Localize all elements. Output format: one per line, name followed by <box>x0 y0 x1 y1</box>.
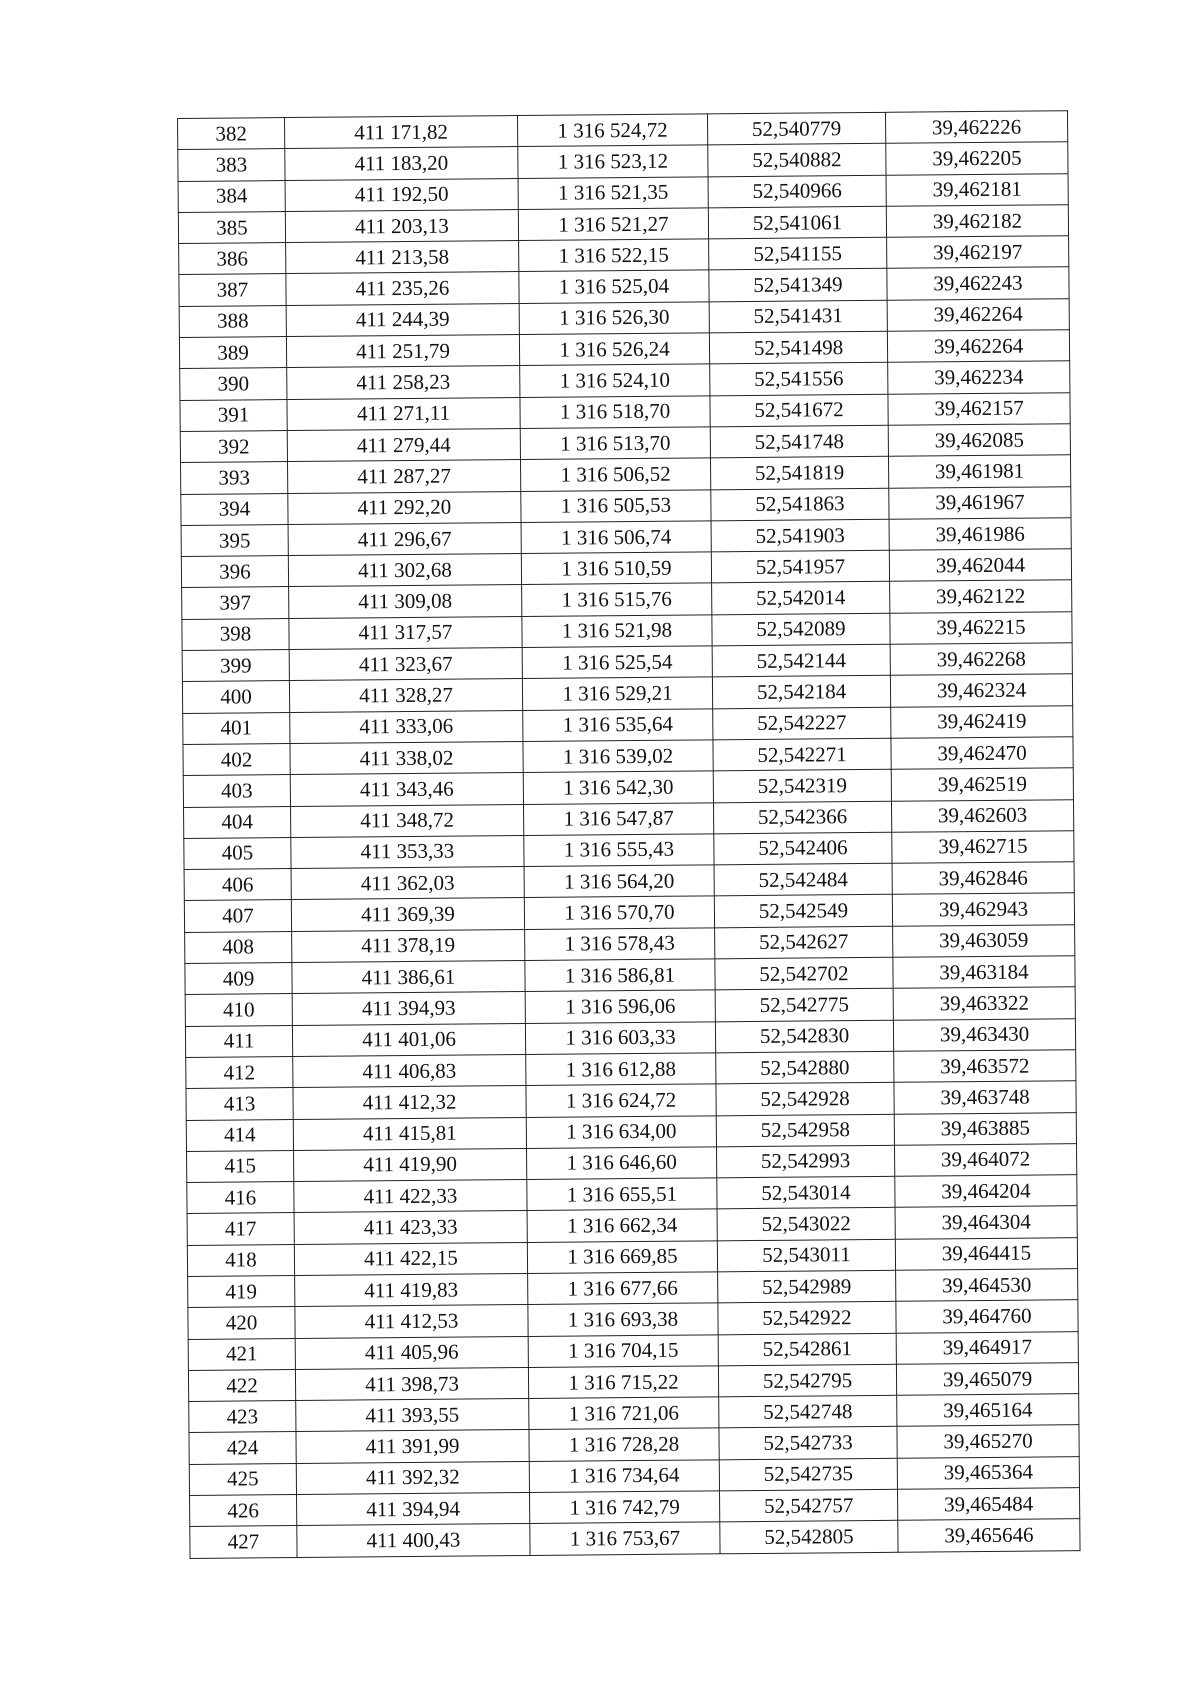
longitude-cell: 39,462846 <box>892 862 1074 895</box>
x-coordinate-cell: 411 235,26 <box>286 272 519 305</box>
y-coordinate-cell: 1 316 522,15 <box>519 239 709 272</box>
longitude-cell: 39,462519 <box>891 768 1073 801</box>
y-coordinate-cell: 1 316 521,35 <box>518 176 708 209</box>
latitude-cell: 52,542861 <box>718 1333 896 1366</box>
x-coordinate-cell: 411 279,44 <box>287 428 520 461</box>
y-coordinate-cell: 1 316 662,34 <box>527 1209 717 1242</box>
y-coordinate-cell: 1 316 596,06 <box>525 990 715 1023</box>
x-coordinate-cell: 411 378,19 <box>292 929 525 962</box>
y-coordinate-cell: 1 316 506,74 <box>521 521 711 554</box>
point-number-cell: 399 <box>182 650 289 682</box>
y-coordinate-cell: 1 316 677,66 <box>528 1272 718 1305</box>
latitude-cell: 52,542958 <box>716 1114 894 1147</box>
latitude-cell: 52,541819 <box>710 457 888 490</box>
latitude-cell: 52,543011 <box>717 1239 895 1272</box>
latitude-cell: 52,541498 <box>709 331 887 364</box>
x-coordinate-cell: 411 393,55 <box>296 1399 529 1432</box>
point-number-cell: 405 <box>184 837 291 869</box>
longitude-cell: 39,463430 <box>893 1018 1075 1051</box>
x-coordinate-cell: 411 419,90 <box>294 1148 527 1181</box>
longitude-cell: 39,465079 <box>896 1363 1078 1396</box>
x-coordinate-cell: 411 333,06 <box>290 710 523 743</box>
latitude-cell: 52,542184 <box>712 676 890 709</box>
y-coordinate-cell: 1 316 704,15 <box>528 1334 718 1367</box>
x-coordinate-cell: 411 401,06 <box>292 1023 525 1056</box>
longitude-cell: 39,464760 <box>896 1300 1078 1333</box>
x-coordinate-cell: 411 287,27 <box>288 460 521 493</box>
y-coordinate-cell: 1 316 655,51 <box>527 1178 717 1211</box>
longitude-cell: 39,464415 <box>895 1237 1077 1270</box>
latitude-cell: 52,542366 <box>713 801 891 834</box>
y-coordinate-cell: 1 316 510,59 <box>521 552 711 585</box>
latitude-cell: 52,542928 <box>716 1082 894 1115</box>
x-coordinate-cell: 411 183,20 <box>285 147 518 180</box>
longitude-cell: 39,462715 <box>892 831 1074 864</box>
latitude-cell: 52,542922 <box>718 1302 896 1335</box>
longitude-cell: 39,462268 <box>890 643 1072 676</box>
point-number-cell: 385 <box>178 211 285 243</box>
point-number-cell: 407 <box>184 900 291 932</box>
latitude-cell: 52,542805 <box>720 1521 898 1554</box>
x-coordinate-cell: 411 419,83 <box>295 1273 528 1306</box>
x-coordinate-cell: 411 338,02 <box>290 741 523 774</box>
y-coordinate-cell: 1 316 564,20 <box>524 865 714 898</box>
y-coordinate-cell: 1 316 525,04 <box>519 270 709 303</box>
latitude-cell: 52,541061 <box>708 206 886 239</box>
point-number-cell: 382 <box>178 118 285 150</box>
x-coordinate-cell: 411 323,67 <box>289 648 522 681</box>
point-number-cell: 383 <box>178 149 285 181</box>
longitude-cell: 39,465270 <box>897 1425 1079 1458</box>
x-coordinate-cell: 411 309,08 <box>289 585 522 618</box>
x-coordinate-cell: 411 362,03 <box>291 867 524 900</box>
x-coordinate-cell: 411 394,94 <box>297 1493 530 1526</box>
point-number-cell: 418 <box>187 1244 294 1276</box>
longitude-cell: 39,462122 <box>890 580 1072 613</box>
latitude-cell: 52,542748 <box>719 1395 897 1428</box>
longitude-cell: 39,462205 <box>886 142 1068 175</box>
point-number-cell: 422 <box>188 1369 295 1401</box>
x-coordinate-cell: 411 391,99 <box>296 1430 529 1463</box>
longitude-cell: 39,463322 <box>893 987 1075 1020</box>
latitude-cell: 52,543022 <box>717 1208 895 1241</box>
y-coordinate-cell: 1 316 526,24 <box>519 333 709 366</box>
x-coordinate-cell: 411 392,32 <box>296 1461 529 1494</box>
point-number-cell: 414 <box>186 1119 293 1151</box>
point-number-cell: 395 <box>181 524 288 556</box>
longitude-cell: 39,465164 <box>897 1394 1079 1427</box>
point-number-cell: 423 <box>189 1401 296 1433</box>
point-number-cell: 400 <box>182 681 289 713</box>
x-coordinate-cell: 411 353,33 <box>291 835 524 868</box>
longitude-cell: 39,464304 <box>895 1206 1077 1239</box>
x-coordinate-cell: 411 369,39 <box>291 898 524 931</box>
latitude-cell: 52,542993 <box>716 1145 894 1178</box>
x-coordinate-cell: 411 398,73 <box>295 1367 528 1400</box>
x-coordinate-cell: 411 423,33 <box>294 1211 527 1244</box>
latitude-cell: 52,540779 <box>707 112 885 145</box>
x-coordinate-cell: 411 192,50 <box>285 178 518 211</box>
latitude-cell: 52,542757 <box>720 1489 898 1522</box>
point-number-cell: 402 <box>183 743 290 775</box>
x-coordinate-cell: 411 296,67 <box>288 522 521 555</box>
point-number-cell: 420 <box>188 1307 295 1339</box>
x-coordinate-cell: 411 406,83 <box>293 1054 526 1087</box>
x-coordinate-cell: 411 302,68 <box>288 554 521 587</box>
y-coordinate-cell: 1 316 525,54 <box>522 646 712 679</box>
point-number-cell: 390 <box>180 368 287 400</box>
longitude-cell: 39,465646 <box>898 1519 1080 1552</box>
x-coordinate-cell: 411 422,33 <box>294 1180 527 1213</box>
latitude-cell: 52,542830 <box>715 1020 893 1053</box>
longitude-cell: 39,463184 <box>893 956 1075 989</box>
y-coordinate-cell: 1 316 603,33 <box>525 1021 715 1054</box>
y-coordinate-cell: 1 316 742,79 <box>530 1491 720 1524</box>
longitude-cell: 39,462085 <box>888 424 1070 457</box>
latitude-cell: 52,540966 <box>708 175 886 208</box>
point-number-cell: 413 <box>186 1088 293 1120</box>
point-number-cell: 389 <box>179 337 286 369</box>
longitude-cell: 39,461967 <box>889 486 1071 519</box>
latitude-cell: 52,541672 <box>710 394 888 427</box>
point-number-cell: 421 <box>188 1338 295 1370</box>
y-coordinate-cell: 1 316 669,85 <box>527 1241 717 1274</box>
point-number-cell: 424 <box>189 1432 296 1464</box>
latitude-cell: 52,542733 <box>719 1427 897 1460</box>
point-number-cell: 409 <box>185 963 292 995</box>
longitude-cell: 39,462603 <box>891 799 1073 832</box>
latitude-cell: 52,542702 <box>715 957 893 990</box>
longitude-cell: 39,461981 <box>888 455 1070 488</box>
point-number-cell: 419 <box>188 1276 295 1308</box>
y-coordinate-cell: 1 316 535,64 <box>523 708 713 741</box>
x-coordinate-cell: 411 405,96 <box>295 1336 528 1369</box>
latitude-cell: 52,542484 <box>714 863 892 896</box>
y-coordinate-cell: 1 316 624,72 <box>526 1084 716 1117</box>
y-coordinate-cell: 1 316 523,12 <box>518 145 708 178</box>
latitude-cell: 52,541556 <box>710 363 888 396</box>
x-coordinate-cell: 411 271,11 <box>287 397 520 430</box>
y-coordinate-cell: 1 316 524,72 <box>517 114 707 147</box>
latitude-cell: 52,542735 <box>719 1458 897 1491</box>
x-coordinate-cell: 411 292,20 <box>288 491 521 524</box>
longitude-cell: 39,462197 <box>887 236 1069 269</box>
y-coordinate-cell: 1 316 542,30 <box>523 771 713 804</box>
point-number-cell: 397 <box>182 587 289 619</box>
latitude-cell: 52,542227 <box>713 707 891 740</box>
latitude-cell: 52,541155 <box>709 237 887 270</box>
point-number-cell: 416 <box>187 1182 294 1214</box>
longitude-cell: 39,462264 <box>887 330 1069 363</box>
longitude-cell: 39,462044 <box>889 549 1071 582</box>
x-coordinate-cell: 411 415,81 <box>293 1117 526 1150</box>
latitude-cell: 52,540882 <box>708 144 886 177</box>
longitude-cell: 39,462264 <box>887 299 1069 332</box>
y-coordinate-cell: 1 316 734,64 <box>529 1460 719 1493</box>
x-coordinate-cell: 411 386,61 <box>292 961 525 994</box>
y-coordinate-cell: 1 316 524,10 <box>520 364 710 397</box>
y-coordinate-cell: 1 316 578,43 <box>525 928 715 961</box>
latitude-cell: 52,542319 <box>713 770 891 803</box>
point-number-cell: 401 <box>183 712 290 744</box>
longitude-cell: 39,464072 <box>894 1143 1076 1176</box>
point-number-cell: 412 <box>186 1056 293 1088</box>
y-coordinate-cell: 1 316 513,70 <box>520 427 710 460</box>
y-coordinate-cell: 1 316 526,30 <box>519 302 709 335</box>
point-number-cell: 404 <box>184 806 291 838</box>
point-number-cell: 415 <box>187 1150 294 1182</box>
longitude-cell: 39,463748 <box>894 1081 1076 1114</box>
point-number-cell: 396 <box>181 556 288 588</box>
x-coordinate-cell: 411 422,15 <box>294 1242 527 1275</box>
latitude-cell: 52,542144 <box>712 644 890 677</box>
latitude-cell: 52,542089 <box>712 613 890 646</box>
longitude-cell: 39,463059 <box>893 924 1075 957</box>
longitude-cell: 39,462215 <box>890 611 1072 644</box>
x-coordinate-cell: 411 394,93 <box>292 992 525 1025</box>
x-coordinate-cell: 411 213,58 <box>286 241 519 274</box>
x-coordinate-cell: 411 412,32 <box>293 1086 526 1119</box>
point-number-cell: 403 <box>183 775 290 807</box>
longitude-cell: 39,462181 <box>886 173 1068 206</box>
point-number-cell: 411 <box>185 1025 292 1057</box>
y-coordinate-cell: 1 316 753,67 <box>530 1522 720 1555</box>
point-number-cell: 410 <box>185 994 292 1026</box>
point-number-cell: 406 <box>184 869 291 901</box>
table-row <box>190 1519 1080 1558</box>
y-coordinate-cell: 1 316 518,70 <box>520 396 710 429</box>
y-coordinate-cell: 1 316 570,70 <box>524 896 714 929</box>
longitude-cell: 39,462234 <box>888 361 1070 394</box>
x-coordinate-cell: 411 317,57 <box>289 616 522 649</box>
latitude-cell: 52,542271 <box>713 738 891 771</box>
y-coordinate-cell: 1 316 521,27 <box>518 208 708 241</box>
longitude-cell: 39,462226 <box>885 111 1067 144</box>
y-coordinate-cell: 1 316 547,87 <box>523 802 713 835</box>
longitude-cell: 39,462182 <box>886 205 1068 238</box>
longitude-cell: 39,462419 <box>891 705 1073 738</box>
x-coordinate-cell: 411 251,79 <box>286 335 519 368</box>
x-coordinate-cell: 411 171,82 <box>285 116 518 149</box>
x-coordinate-cell: 411 203,13 <box>285 209 518 242</box>
longitude-cell: 39,465364 <box>897 1456 1079 1489</box>
y-coordinate-cell: 1 316 529,21 <box>522 677 712 710</box>
point-number-cell: 394 <box>181 493 288 525</box>
point-number-cell: 408 <box>185 931 292 963</box>
latitude-cell: 52,542775 <box>715 989 893 1022</box>
point-number-cell: 388 <box>179 305 286 337</box>
latitude-cell: 52,541349 <box>709 269 887 302</box>
point-number-cell: 398 <box>182 618 289 650</box>
latitude-cell: 52,542406 <box>714 832 892 865</box>
y-coordinate-cell: 1 316 586,81 <box>525 959 715 992</box>
latitude-cell: 52,542880 <box>716 1051 894 1084</box>
longitude-cell: 39,462943 <box>892 893 1074 926</box>
latitude-cell: 52,542014 <box>712 582 890 615</box>
x-coordinate-cell: 411 343,46 <box>290 773 523 806</box>
latitude-cell: 52,541863 <box>711 488 889 521</box>
point-number-cell: 387 <box>179 274 286 306</box>
latitude-cell: 52,541431 <box>709 300 887 333</box>
y-coordinate-cell: 1 316 612,88 <box>526 1053 716 1086</box>
y-coordinate-cell: 1 316 506,52 <box>520 458 710 491</box>
longitude-cell: 39,463885 <box>894 1112 1076 1145</box>
latitude-cell: 52,542989 <box>718 1270 896 1303</box>
y-coordinate-cell: 1 316 693,38 <box>528 1303 718 1336</box>
latitude-cell: 52,541957 <box>711 550 889 583</box>
y-coordinate-cell: 1 316 715,22 <box>528 1366 718 1399</box>
point-number-cell: 386 <box>179 243 286 275</box>
y-coordinate-cell: 1 316 515,76 <box>522 583 712 616</box>
y-coordinate-cell: 1 316 634,00 <box>526 1115 716 1148</box>
x-coordinate-cell: 411 328,27 <box>289 679 522 712</box>
y-coordinate-cell: 1 316 505,53 <box>521 489 711 522</box>
point-number-cell: 425 <box>189 1463 296 1495</box>
point-number-cell: 392 <box>180 431 287 463</box>
point-number-cell: 426 <box>190 1495 297 1527</box>
longitude-cell: 39,464204 <box>895 1175 1077 1208</box>
longitude-cell: 39,463572 <box>894 1050 1076 1083</box>
longitude-cell: 39,462324 <box>890 674 1072 707</box>
point-number-cell: 417 <box>187 1213 294 1245</box>
coordinates-table <box>177 110 1081 1558</box>
longitude-cell: 39,464530 <box>896 1269 1078 1302</box>
latitude-cell: 52,541748 <box>710 425 888 458</box>
latitude-cell: 52,541903 <box>711 519 889 552</box>
y-coordinate-cell: 1 316 555,43 <box>524 834 714 867</box>
y-coordinate-cell: 1 316 721,06 <box>529 1397 719 1430</box>
x-coordinate-cell: 411 412,53 <box>295 1305 528 1338</box>
longitude-cell: 39,465484 <box>897 1488 1079 1521</box>
longitude-cell: 39,462157 <box>888 392 1070 425</box>
y-coordinate-cell: 1 316 539,02 <box>523 740 713 773</box>
latitude-cell: 52,542549 <box>714 895 892 928</box>
coordinates-table-body <box>178 111 1081 1558</box>
point-number-cell: 391 <box>180 399 287 431</box>
x-coordinate-cell: 411 258,23 <box>287 366 520 399</box>
longitude-cell: 39,464917 <box>896 1331 1078 1364</box>
latitude-cell: 52,543014 <box>717 1176 895 1209</box>
latitude-cell: 52,542795 <box>718 1364 896 1397</box>
x-coordinate-cell: 411 348,72 <box>291 804 524 837</box>
point-number-cell: 427 <box>190 1526 297 1558</box>
longitude-cell: 39,462470 <box>891 737 1073 770</box>
point-number-cell: 393 <box>181 462 288 494</box>
x-coordinate-cell: 411 244,39 <box>286 303 519 336</box>
y-coordinate-cell: 1 316 728,28 <box>529 1428 719 1461</box>
y-coordinate-cell: 1 316 521,98 <box>522 615 712 648</box>
latitude-cell: 52,542627 <box>715 926 893 959</box>
point-number-cell: 384 <box>178 180 285 212</box>
longitude-cell: 39,461986 <box>889 518 1071 551</box>
longitude-cell: 39,462243 <box>887 267 1069 300</box>
x-coordinate-cell: 411 400,43 <box>297 1524 530 1557</box>
y-coordinate-cell: 1 316 646,60 <box>527 1147 717 1180</box>
